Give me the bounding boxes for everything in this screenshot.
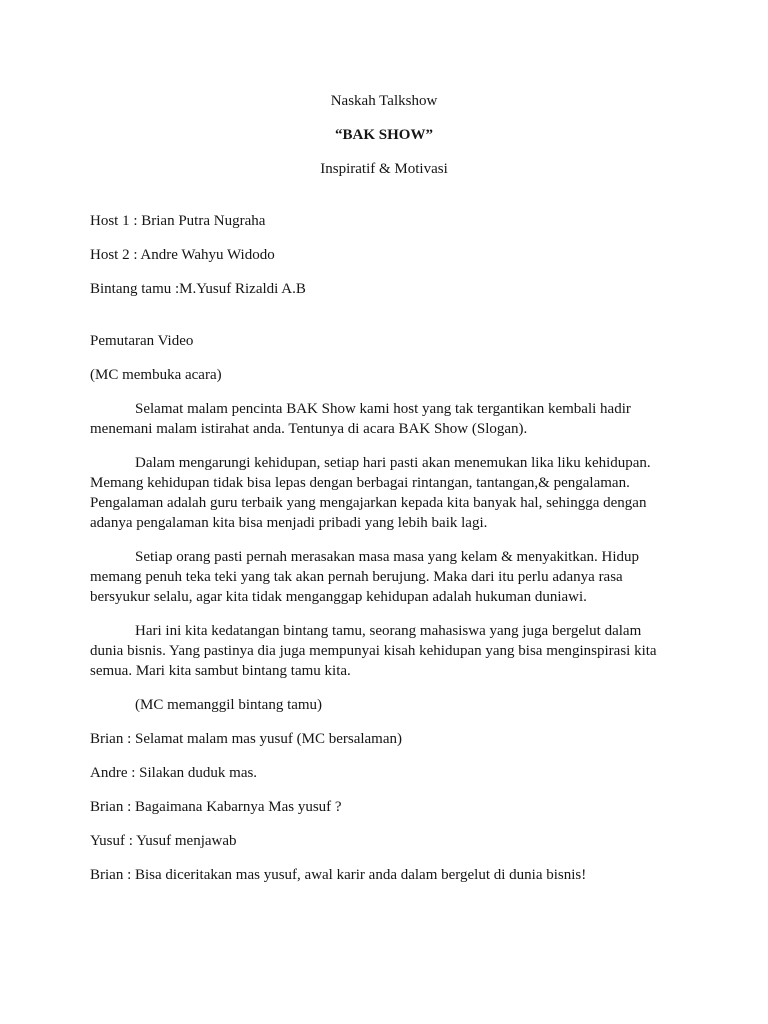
- dialogue-line: Brian : Bagaimana Kabarnya Mas yusuf ?: [90, 799, 342, 815]
- paragraph-line: Hari ini kita kedatangan bintang tamu, seorang mahasiswa yang juga bergelut dalam: [135, 623, 642, 639]
- show-subtitle: Inspiratif & Motivasi: [320, 161, 448, 177]
- dialogue-line: Brian : Bisa diceritakan mas yusuf, awal karir anda dalam bergelut di dunia bisnis!: [90, 867, 587, 883]
- paragraph-line: adanya pengalaman kita bisa menjadi pribadi yang lebih baik lagi.: [90, 515, 488, 531]
- paragraph-line: dunia bisnis. Yang pastinya dia juga mempunyai kisah kehidupan yang bisa menginspirasi kita: [90, 643, 657, 659]
- document-title: Naskah Talkshow: [330, 93, 438, 109]
- stage-direction-guest-call: (MC memanggil bintang tamu): [135, 697, 323, 713]
- dialogue-line: Andre : Silakan duduk mas.: [90, 765, 258, 781]
- paragraph-line: bersyukur selalu, agar kita tidak menganggap kehidupan adalah hukuman duniawi.: [90, 589, 587, 605]
- narration-paragraph-4: [90, 621, 678, 681]
- cast-host-1: Host 1 : Brian Putra Nugraha: [90, 213, 266, 229]
- show-name: “BAK SHOW”: [335, 127, 433, 143]
- segment-heading: Pemutaran Video: [90, 333, 194, 349]
- stage-direction-opening: (MC membuka acara): [90, 367, 222, 383]
- cast-guest-star: Bintang tamu :M.Yusuf Rizaldi A.B: [90, 281, 306, 297]
- cast-host-2: Host 2 : Andre Wahyu Widodo: [90, 247, 275, 263]
- narration-paragraph-3: [90, 547, 678, 607]
- paragraph-line: Setiap orang pasti pernah merasakan masa masa yang kelam & menyakitkan. Hidup: [135, 549, 640, 565]
- paragraph-line: semua. Mari kita sambut bintang tamu kita.: [90, 663, 351, 679]
- paragraph-line: Dalam mengarungi kehidupan, setiap hari pasti akan menemukan lika liku kehidupan.: [135, 455, 651, 471]
- paragraph-line: Memang kehidupan tidak bisa lepas dengan berbagai rintangan, tantangan,& pengalaman.: [90, 475, 630, 491]
- dialogue-line: Yusuf : Yusuf menjawab: [90, 833, 237, 849]
- paragraph-line: menemani malam istirahat anda. Tentunya di acara BAK Show (Slogan).: [90, 421, 528, 437]
- narration-paragraph-1: [90, 399, 678, 439]
- narration-paragraph-2: [90, 453, 678, 533]
- dialogue-line: Brian : Selamat malam mas yusuf (MC bersalaman): [90, 731, 403, 747]
- paragraph-line: Pengalaman adalah guru terbaik yang mengajarkan kepada kita banyak hal, sehingga dengan: [90, 495, 647, 511]
- paragraph-line: memang penuh teka teki yang tak akan pernah berujung. Maka dari itu perlu adanya rasa: [90, 569, 623, 585]
- paragraph-line: Selamat malam pencinta BAK Show kami host yang tak tergantikan kembali hadir: [135, 401, 631, 417]
